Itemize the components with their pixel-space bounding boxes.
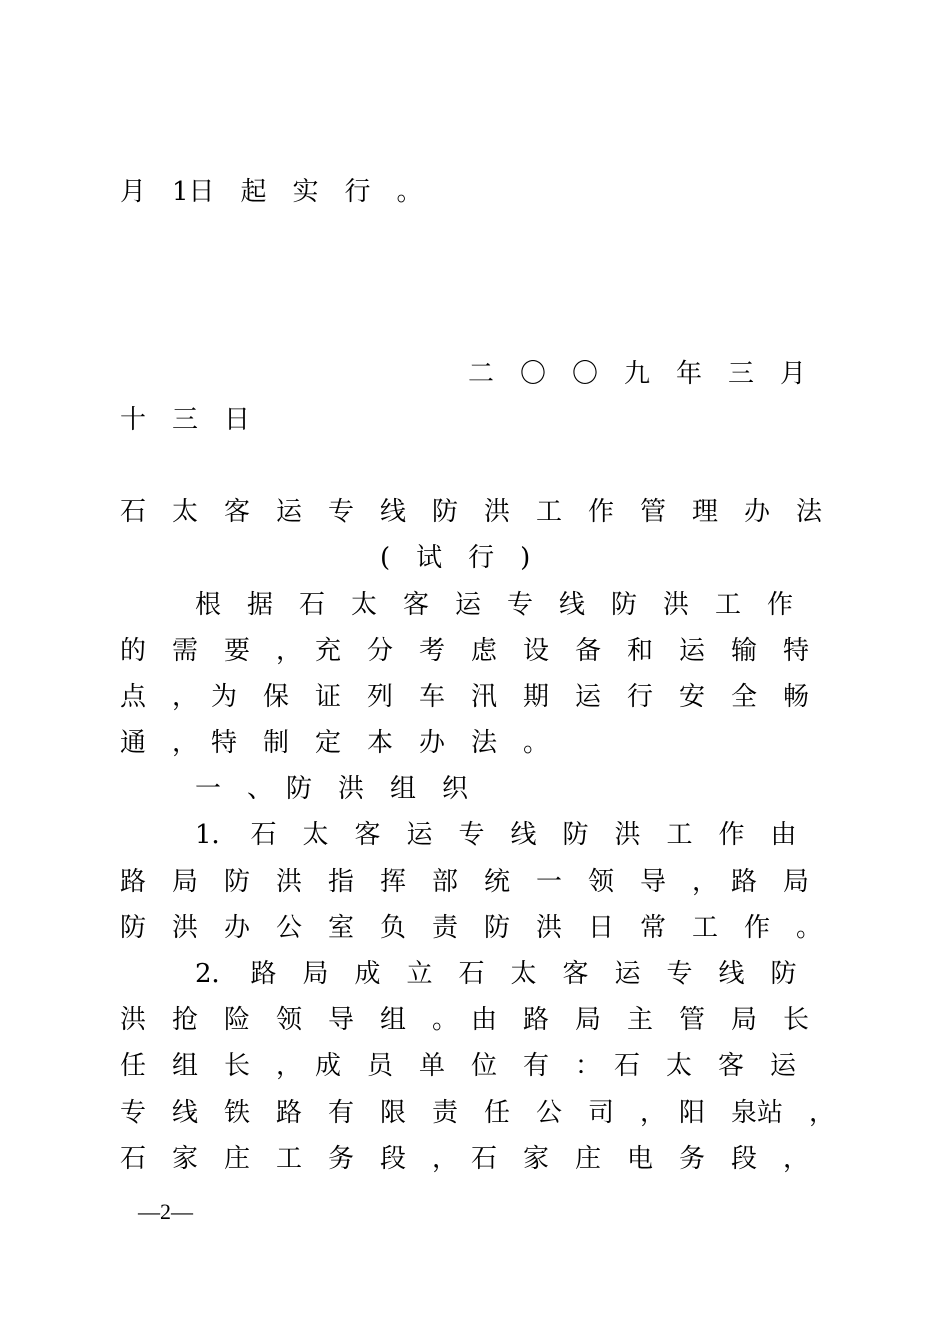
paragraph-intro-line-4: 通 ， 特 制 定 本 办 法 。	[120, 728, 550, 758]
item-2-line-2: 洪 抢 险 领 导 组 。 由 路 局 主 管 局 长	[120, 1005, 810, 1035]
section-heading-1: 一 、 防 洪 组 织	[195, 774, 469, 804]
item-1-line-1: 1． 石 太 客 运 专 线 防 洪 工 作 由	[195, 820, 797, 850]
date-line-day: 十 三 日	[120, 405, 251, 435]
item-2-line-5: 石 家 庄 工 务 段 ， 石 家 庄 电 务 段 ，	[120, 1144, 810, 1174]
paragraph-intro-line-1: 根 据 石 太 客 运 专 线 防 洪 工 作	[195, 590, 794, 620]
item-2-line-1: 2． 路 局 成 立 石 太 客 运 专 线 防	[195, 959, 797, 989]
document-title: 石 太 客 运 专 线 防 洪 工 作 管 理 办 法	[120, 497, 823, 527]
page-number: —2—	[138, 1199, 193, 1224]
item-2-line-3: 任 组 长 ， 成 员 单 位 有 ： 石 太 客 运	[120, 1051, 797, 1081]
item-2-line-4: 专 线 铁 路 有 限 责 任 公 司 ， 阳 泉站 ，	[120, 1098, 836, 1128]
item-1-line-3: 防 洪 办 公 室 负 责 防 洪 日 常 工 作 。	[120, 913, 823, 943]
item-1-line-2: 路 局 防 洪 指 挥 部 统 一 领 导 ， 路 局	[120, 867, 810, 897]
paragraph-intro-line-3: 点 ， 为 保 证 列 车 汛 期 运 行 安 全 畅	[120, 682, 810, 712]
paragraph-intro-line-2: 的 需 要 ， 充 分 考 虑 设 备 和 运 输 特	[120, 636, 810, 666]
document-subtitle: ( 试 行 )	[380, 543, 531, 573]
date-line-year-month: 二 〇 〇 九 年 三 月	[468, 359, 807, 389]
text-line-previous-end: 月 1日 起 实 行 。	[120, 177, 423, 207]
